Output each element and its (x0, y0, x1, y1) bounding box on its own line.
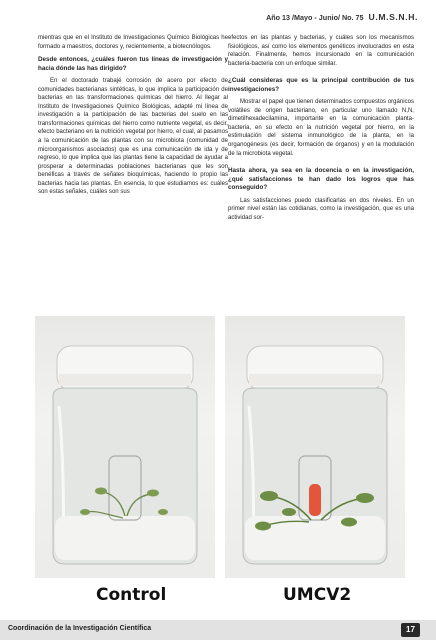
university-brand: U.M.S.N.H. (368, 12, 418, 22)
issue-info: Año 13 /Mayo - Junio/ No. 75 (266, 13, 364, 22)
page-header (266, 12, 418, 22)
page-footer (0, 620, 436, 640)
footer-text: Coordinación de la Investigación Científica (8, 625, 152, 632)
figure-photos (33, 316, 408, 578)
paragraph: efectos en las plantas y bacterias, y cuáles son los mecanismos fisiológicos, así como los elementos genéticos involucrados en esta relación. Finalmente, hemos incursionado en la comunicación bacteria-bacteria con un enfoque similar. (228, 35, 414, 67)
right-column (228, 34, 414, 227)
paragraph: Mostrar el papel que tienen determinados compuestos orgánicos volátiles de origen bacteriano, en particular uno llamado N,N, dimetilhexadecilamina, importante en la comunicación planta-bacteria, en su efecto en la nutrición vegetal por hierro, en la estimulación del sistema inmunológico de la planta, en la organogénesis (es decir, formación de órganos) y en la modulación de la microbiota vegetal. (228, 99, 414, 157)
question-heading: ¿Cuál consideras que es la principal contribución de tus investigaciones? (228, 77, 414, 93)
paragraph: En el doctorado trabajé corrosión de acero por efecto de comunidades bacterianas sintéticas, lo que implica la participación de bacterias en las transformaciones químicas del hierro. Al llegar al Instituto de Investigaciones Químico Biológicas, adapté mi línea de investigación a la participación de las bacterias del suelo en las transformaciones químicas del hierro como nutriente vegetal, es decir, efecto bacteriano en la nutrición vegetal por hierro, el cual, al pasamos a la comunicación de las plantas con su microbiota (comunidad de microorganismos asociados) que es una comunicación de ida y de regreso, lo que implica que las plantas tiene la capacidad de ayudar a prosperar a determinadas poblaciones bacterianas que les son benéficas a través de señales bioquímicas, haciendo lo propio las bacterias hacia las plantas. En esencia, lo que estudiamos es: cuáles son estas señales, cuáles son sus (38, 78, 228, 196)
page-number: 17 (401, 623, 420, 637)
paragraph: Las satisfacciones puedo clasificarlas en dos niveles. En un primer nivel están las cotidianas, como la investigación, que es una actividad sor- (228, 197, 414, 221)
question-heading: Hasta ahora, ya sea en la docencia o en la investigación, ¿qué satisfacciones te han dado los logros que has conseguido? (228, 167, 414, 192)
caption-umcv2: UMCV2 (283, 585, 352, 605)
umcv2-jar-photo (225, 316, 405, 578)
control-jar-photo (35, 316, 215, 578)
caption-control: Control (96, 585, 167, 605)
question-heading: Desde entonces, ¿cuáles fueron tus líneas de investigación y hacia dónde las has dirigido? (38, 56, 228, 72)
left-column (38, 34, 228, 202)
paragraph: mientras que en el Instituto de Investigaciones Químico Biológicas he formado a maestros, doctores y, recientemente, a biotecnólogos. (38, 35, 228, 50)
